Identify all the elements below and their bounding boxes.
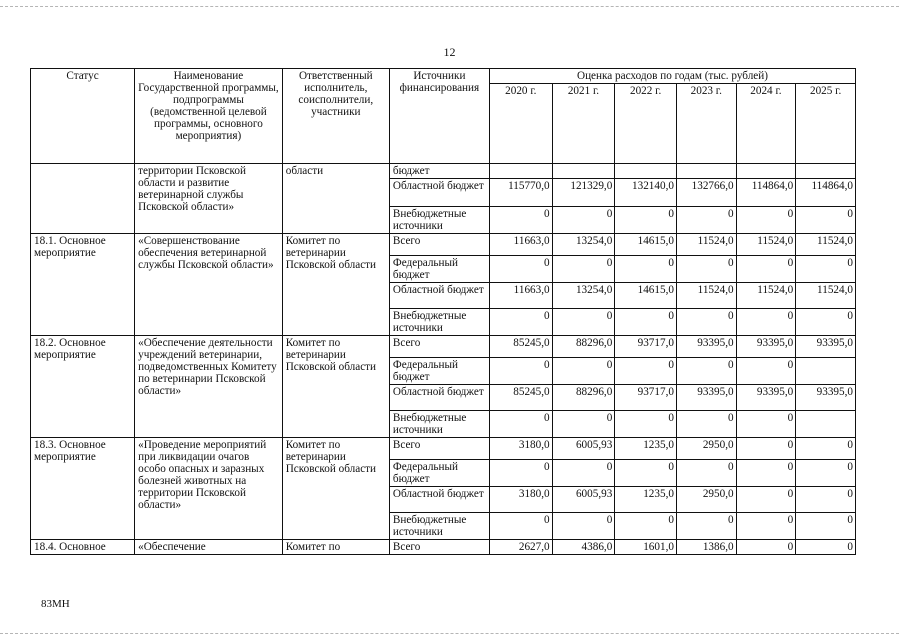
value-cell: 3180,0 xyxy=(489,487,552,513)
source-cell: Всего xyxy=(389,336,489,358)
value-cell: 0 xyxy=(552,513,615,540)
value-cell: 0 xyxy=(736,460,796,487)
value-cell: 1235,0 xyxy=(615,487,677,513)
table-row xyxy=(31,540,856,555)
name-cell: территории Псковской области и развитие ветеринарной службы Псковской области» xyxy=(135,164,283,234)
value-cell: 11524,0 xyxy=(796,283,856,309)
value-cell: 93395,0 xyxy=(676,336,736,358)
source-cell: Областной бюджет xyxy=(389,283,489,309)
responsible-cell: Комитет по ветеринарии Псковской области xyxy=(282,438,389,540)
value-cell: 6005,93 xyxy=(552,487,615,513)
table-body xyxy=(31,164,856,555)
value-cell: 0 xyxy=(552,309,615,336)
value-cell xyxy=(552,164,615,179)
budget-table xyxy=(30,68,856,555)
status-cell xyxy=(31,164,135,234)
value-cell: 0 xyxy=(615,513,677,540)
value-cell: 93395,0 xyxy=(736,385,796,411)
value-cell: 11663,0 xyxy=(489,234,552,256)
value-cell: 0 xyxy=(676,256,736,283)
value-cell: 0 xyxy=(552,460,615,487)
value-cell: 3180,0 xyxy=(489,438,552,460)
source-cell: Областной бюджет xyxy=(389,385,489,411)
value-cell: 0 xyxy=(736,487,796,513)
value-cell: 93395,0 xyxy=(796,385,856,411)
value-cell xyxy=(796,164,856,179)
page-number: 12 xyxy=(443,45,456,59)
source-cell: Всего xyxy=(389,540,489,555)
value-cell: 0 xyxy=(796,309,856,336)
value-cell: 6005,93 xyxy=(552,438,615,460)
value-cell: 85245,0 xyxy=(489,336,552,358)
name-cell: «Обеспечение деятельности учреждений ветеринарии, подведомственных Комитету по ветеринарии Псковской области» xyxy=(135,336,283,438)
value-cell: 0 xyxy=(615,358,677,385)
value-cell: 0 xyxy=(676,309,736,336)
value-cell: 0 xyxy=(736,358,796,385)
value-cell: 0 xyxy=(736,513,796,540)
value-cell: 11524,0 xyxy=(676,283,736,309)
value-cell: 0 xyxy=(552,358,615,385)
source-cell: Всего xyxy=(389,234,489,256)
value-cell: 11524,0 xyxy=(736,234,796,256)
value-cell: 1235,0 xyxy=(615,438,677,460)
value-cell: 0 xyxy=(615,309,677,336)
header-year: 2023 г. xyxy=(676,84,736,164)
value-cell: 0 xyxy=(615,460,677,487)
value-cell: 93395,0 xyxy=(736,336,796,358)
source-cell: Внебюджетные источники xyxy=(389,411,489,438)
value-cell: 1601,0 xyxy=(615,540,677,555)
value-cell: 114864,0 xyxy=(796,179,856,207)
value-cell: 0 xyxy=(552,411,615,438)
value-cell: 13254,0 xyxy=(552,234,615,256)
value-cell: 11663,0 xyxy=(489,283,552,309)
value-cell: 0 xyxy=(489,460,552,487)
value-cell: 0 xyxy=(736,540,796,555)
table-row xyxy=(31,164,856,179)
table-row xyxy=(31,234,856,256)
status-cell: 18.2. Основное мероприятие xyxy=(31,336,135,438)
value-cell: 0 xyxy=(796,487,856,513)
value-cell: 0 xyxy=(552,256,615,283)
header-year: 2025 г. xyxy=(796,84,856,164)
value-cell: 0 xyxy=(676,411,736,438)
value-cell: 11524,0 xyxy=(736,283,796,309)
value-cell: 88296,0 xyxy=(552,385,615,411)
value-cell: 132140,0 xyxy=(615,179,677,207)
value-cell: 93717,0 xyxy=(615,385,677,411)
value-cell xyxy=(796,358,856,385)
source-cell: Областной бюджет xyxy=(389,179,489,207)
responsible-cell: области xyxy=(282,164,389,234)
value-cell: 0 xyxy=(796,540,856,555)
value-cell: 11524,0 xyxy=(676,234,736,256)
status-cell: 18.4. Основное xyxy=(31,540,135,555)
value-cell: 0 xyxy=(615,256,677,283)
value-cell: 0 xyxy=(676,460,736,487)
value-cell: 0 xyxy=(796,438,856,460)
value-cell: 0 xyxy=(736,411,796,438)
name-cell: «Обеспечение xyxy=(135,540,283,555)
header-year: 2021 г. xyxy=(552,84,615,164)
value-cell: 0 xyxy=(676,513,736,540)
value-cell: 0 xyxy=(489,256,552,283)
value-cell: 93717,0 xyxy=(615,336,677,358)
value-cell: 14615,0 xyxy=(615,234,677,256)
value-cell: 115770,0 xyxy=(489,179,552,207)
source-cell: Федеральный бюджет xyxy=(389,256,489,283)
value-cell: 2950,0 xyxy=(676,438,736,460)
value-cell: 0 xyxy=(796,207,856,234)
value-cell: 0 xyxy=(489,207,552,234)
value-cell: 13254,0 xyxy=(552,283,615,309)
header-year: 2024 г. xyxy=(736,84,796,164)
value-cell: 93395,0 xyxy=(676,385,736,411)
value-cell: 85245,0 xyxy=(489,385,552,411)
value-cell: 121329,0 xyxy=(552,179,615,207)
value-cell: 132766,0 xyxy=(676,179,736,207)
value-cell xyxy=(736,164,796,179)
scan-bottom-edge xyxy=(0,633,899,634)
value-cell xyxy=(615,164,677,179)
header-responsible: Ответственный исполнитель, соисполнители, участники xyxy=(282,69,389,164)
source-cell: Внебюджетные источники xyxy=(389,309,489,336)
name-cell: «Проведение мероприятий при ликвидации очагов особо опасных и заразных болезней животных на территории Псковской области» xyxy=(135,438,283,540)
header-estimate: Оценка расходов по годам (тыс. рублей) xyxy=(489,69,855,84)
source-cell: Федеральный бюджет xyxy=(389,358,489,385)
source-cell: Внебюджетные источники xyxy=(389,207,489,234)
value-cell: 0 xyxy=(552,207,615,234)
value-cell: 11524,0 xyxy=(796,234,856,256)
responsible-cell: Комитет по ветеринарии Псковской области xyxy=(282,234,389,336)
value-cell: 88296,0 xyxy=(552,336,615,358)
value-cell: 14615,0 xyxy=(615,283,677,309)
responsible-cell: Комитет по ветеринарии Псковской области xyxy=(282,336,389,438)
source-cell: Всего xyxy=(389,438,489,460)
value-cell xyxy=(676,164,736,179)
value-cell: 1386,0 xyxy=(676,540,736,555)
value-cell xyxy=(489,164,552,179)
value-cell: 0 xyxy=(676,207,736,234)
footer-code: 83МН xyxy=(41,598,70,610)
source-cell: Федеральный бюджет xyxy=(389,460,489,487)
responsible-cell: Комитет по xyxy=(282,540,389,555)
value-cell: 93395,0 xyxy=(796,336,856,358)
value-cell: 2627,0 xyxy=(489,540,552,555)
value-cell: 0 xyxy=(736,438,796,460)
value-cell: 0 xyxy=(676,358,736,385)
header-sources: Источники финансирования xyxy=(389,69,489,164)
scan-top-edge xyxy=(0,6,899,7)
value-cell: 0 xyxy=(489,309,552,336)
header-year: 2020 г. xyxy=(489,84,552,164)
source-cell: Областной бюджет xyxy=(389,487,489,513)
value-cell: 0 xyxy=(736,207,796,234)
table-row xyxy=(31,336,856,358)
value-cell: 0 xyxy=(489,513,552,540)
value-cell: 0 xyxy=(796,513,856,540)
value-cell: 0 xyxy=(489,358,552,385)
value-cell: 0 xyxy=(736,256,796,283)
value-cell: 0 xyxy=(796,460,856,487)
source-cell: бюджет xyxy=(389,164,489,179)
value-cell: 4386,0 xyxy=(552,540,615,555)
header-status: Статус xyxy=(31,69,135,164)
name-cell: «Совершенствование обеспечения ветеринарной службы Псковской области» xyxy=(135,234,283,336)
value-cell: 114864,0 xyxy=(736,179,796,207)
value-cell: 2950,0 xyxy=(676,487,736,513)
header-year: 2022 г. xyxy=(615,84,677,164)
value-cell: 0 xyxy=(489,411,552,438)
header-name: Наименование Государственной программы, подпрограммы (ведомственной целевой программы, основного мероприятия) xyxy=(135,69,283,164)
status-cell: 18.1. Основное мероприятие xyxy=(31,234,135,336)
value-cell: 0 xyxy=(796,256,856,283)
value-cell: 0 xyxy=(615,411,677,438)
value-cell: 0 xyxy=(615,207,677,234)
status-cell: 18.3. Основное мероприятие xyxy=(31,438,135,540)
value-cell xyxy=(796,411,856,438)
value-cell: 0 xyxy=(736,309,796,336)
table-row xyxy=(31,438,856,460)
source-cell: Внебюджетные источники xyxy=(389,513,489,540)
